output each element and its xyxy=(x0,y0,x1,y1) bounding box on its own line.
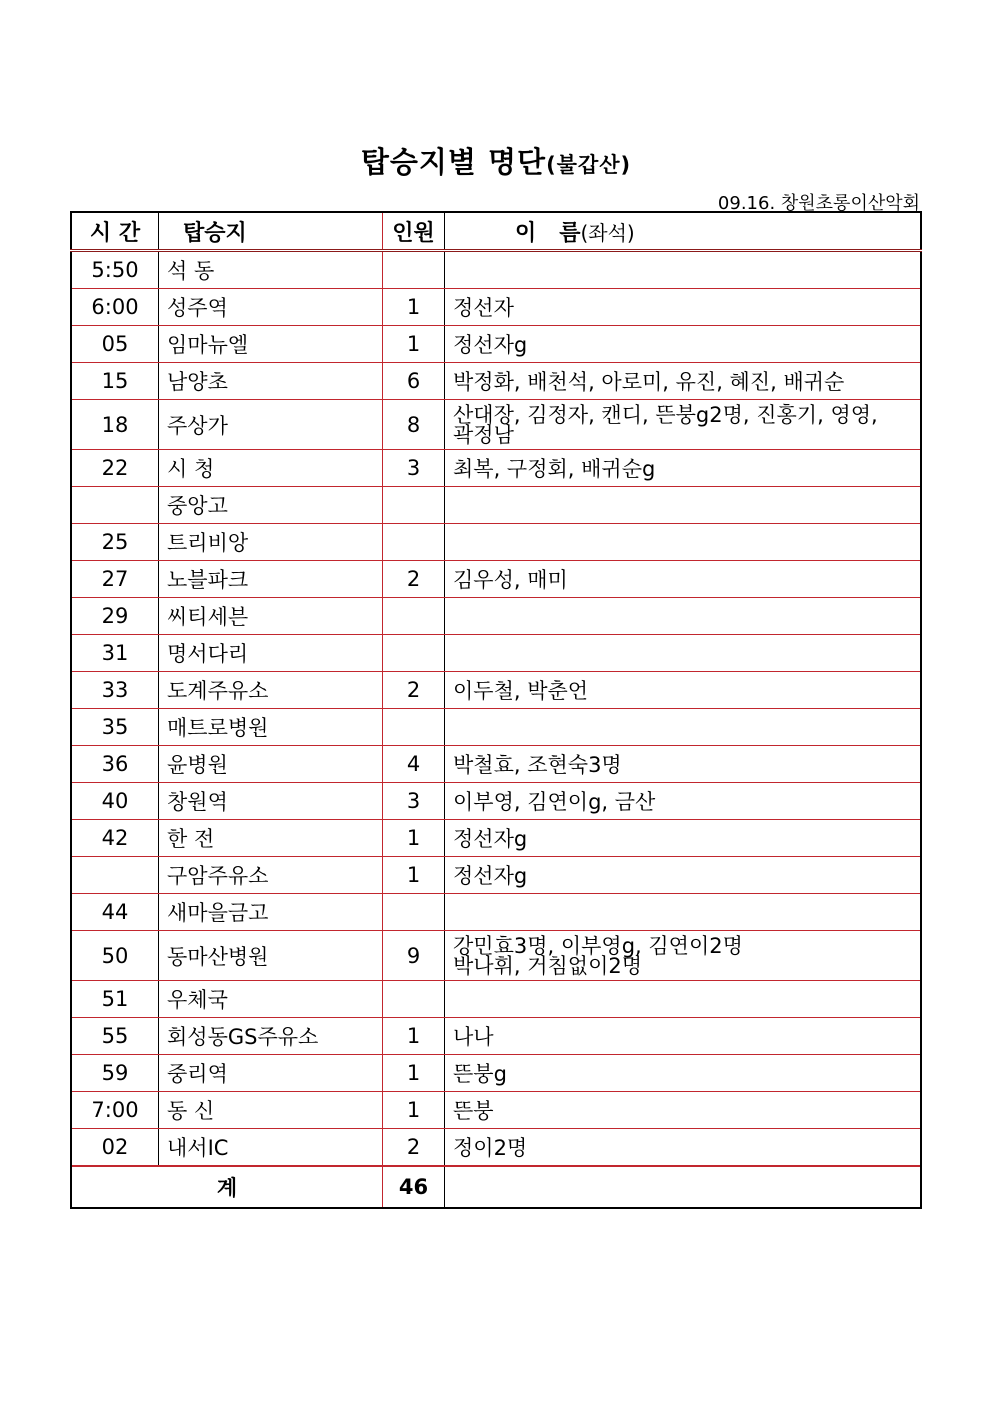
row-count: 1 xyxy=(383,289,445,326)
row-time: 36 xyxy=(71,746,159,783)
row-stop: 동 신 xyxy=(159,1092,383,1129)
row-time: 59 xyxy=(71,1055,159,1092)
row-names-line: 정선자g xyxy=(453,827,528,851)
row-count: 9 xyxy=(383,931,445,981)
row-stop: 한 전 xyxy=(159,820,383,857)
row-names-line: 이부영, 김연이g, 금산 xyxy=(453,790,656,814)
row-names xyxy=(445,450,922,487)
row-stop: 창원역 xyxy=(159,783,383,820)
row-stop: 회성동GS주유소 xyxy=(159,1018,383,1055)
row-stop: 남양초 xyxy=(159,363,383,400)
document-subtitle: 09.16. 창원초롱이산악회 xyxy=(717,193,920,214)
total-row xyxy=(71,1166,921,1208)
row-names-line-2: 박나휘, 거침없이2명 xyxy=(453,953,642,978)
row-names xyxy=(445,524,922,561)
row-time xyxy=(71,487,159,524)
row-names xyxy=(445,981,922,1018)
row-count: 6 xyxy=(383,363,445,400)
row-names xyxy=(445,857,922,894)
table-body xyxy=(71,251,921,1167)
row-names xyxy=(445,1129,922,1167)
row-time: 33 xyxy=(71,672,159,709)
table-row xyxy=(71,524,921,561)
row-count: 4 xyxy=(383,746,445,783)
row-count: 1 xyxy=(383,857,445,894)
row-time: 6:00 xyxy=(71,289,159,326)
row-time: 51 xyxy=(71,981,159,1018)
row-names xyxy=(445,561,922,598)
table-row xyxy=(71,487,921,524)
table-row xyxy=(71,857,921,894)
table-row xyxy=(71,709,921,746)
row-names xyxy=(445,746,922,783)
row-names-line: 나나 xyxy=(453,1025,494,1049)
row-time: 27 xyxy=(71,561,159,598)
row-time: 25 xyxy=(71,524,159,561)
table-row xyxy=(71,561,921,598)
table-row xyxy=(71,820,921,857)
header-names-paren: (좌석) xyxy=(580,220,635,245)
document-title xyxy=(0,140,992,181)
row-time xyxy=(71,857,159,894)
table-row xyxy=(71,931,921,981)
row-stop: 명서다리 xyxy=(159,635,383,672)
row-names xyxy=(445,709,922,746)
row-names xyxy=(445,1018,922,1055)
row-names-line: 정이2명 xyxy=(453,1136,528,1160)
row-stop: 내서IC xyxy=(159,1129,383,1167)
row-time: 02 xyxy=(71,1129,159,1167)
header-names-label: 이 름 xyxy=(515,220,581,246)
row-time: 31 xyxy=(71,635,159,672)
row-count: 1 xyxy=(383,820,445,857)
row-names xyxy=(445,289,922,326)
row-count: 2 xyxy=(383,672,445,709)
table-row xyxy=(71,326,921,363)
row-time: 29 xyxy=(71,598,159,635)
table-row xyxy=(71,251,921,289)
row-names xyxy=(445,635,922,672)
total-count: 46 xyxy=(383,1166,445,1208)
row-count xyxy=(383,251,445,289)
row-stop: 우체국 xyxy=(159,981,383,1018)
row-names-line: 이두철, 박춘언 xyxy=(453,679,589,703)
row-names-line: 뜬붕g xyxy=(453,1062,507,1086)
table-header-row xyxy=(71,212,921,251)
row-names xyxy=(445,672,922,709)
header-count: 인원 xyxy=(383,212,445,251)
row-stop: 도계주유소 xyxy=(159,672,383,709)
title-main: 탑승지별 명단 xyxy=(360,145,547,179)
row-time: 44 xyxy=(71,894,159,931)
table-row xyxy=(71,1092,921,1129)
row-count xyxy=(383,894,445,931)
row-stop: 임마뉴엘 xyxy=(159,326,383,363)
row-names xyxy=(445,894,922,931)
row-stop: 새마을금고 xyxy=(159,894,383,931)
row-count: 8 xyxy=(383,400,445,450)
row-count xyxy=(383,487,445,524)
row-time: 50 xyxy=(71,931,159,981)
row-stop: 씨티세븐 xyxy=(159,598,383,635)
row-names xyxy=(445,487,922,524)
row-names xyxy=(445,783,922,820)
row-stop: 매트로병원 xyxy=(159,709,383,746)
total-names xyxy=(445,1166,922,1208)
row-names-line: 최복, 구정회, 배귀순g xyxy=(453,457,656,481)
row-names xyxy=(445,1092,922,1129)
header-time: 시 간 xyxy=(71,212,159,251)
header-names xyxy=(445,212,922,251)
row-stop: 노블파크 xyxy=(159,561,383,598)
table-row xyxy=(71,400,921,450)
table-row xyxy=(71,1129,921,1167)
row-stop: 트리비앙 xyxy=(159,524,383,561)
row-stop: 주상가 xyxy=(159,400,383,450)
row-names xyxy=(445,1055,922,1092)
boarding-roster-table xyxy=(70,211,922,1209)
row-stop: 중앙고 xyxy=(159,487,383,524)
row-names-line: 강민효3명, 이부영g, 김연이2명 xyxy=(453,933,743,958)
row-count: 2 xyxy=(383,561,445,598)
table-row xyxy=(71,894,921,931)
row-stop: 동마산병원 xyxy=(159,931,383,981)
row-names xyxy=(445,326,922,363)
table-row xyxy=(71,363,921,400)
row-names xyxy=(445,251,922,289)
row-names-line: 박철효, 조현숙3명 xyxy=(453,753,622,777)
table-row xyxy=(71,672,921,709)
row-time: 22 xyxy=(71,450,159,487)
table-row xyxy=(71,289,921,326)
row-stop: 석 동 xyxy=(159,251,383,289)
row-stop: 중리역 xyxy=(159,1055,383,1092)
row-names xyxy=(445,598,922,635)
row-time: 40 xyxy=(71,783,159,820)
row-count xyxy=(383,635,445,672)
table-row xyxy=(71,450,921,487)
total-label: 계 xyxy=(71,1166,383,1208)
table-row xyxy=(71,598,921,635)
row-names-line: 뜬붕 xyxy=(453,1099,494,1123)
header-stop: 탑승지 xyxy=(159,212,383,251)
row-time: 7:00 xyxy=(71,1092,159,1129)
row-names-line: 정선자g xyxy=(453,333,528,357)
row-count: 1 xyxy=(383,326,445,363)
table-row xyxy=(71,981,921,1018)
row-names-line: 정선자g xyxy=(453,864,528,888)
row-stop: 시 청 xyxy=(159,450,383,487)
table-row xyxy=(71,1018,921,1055)
row-count: 3 xyxy=(383,783,445,820)
row-count: 1 xyxy=(383,1018,445,1055)
row-stop: 구암주유소 xyxy=(159,857,383,894)
row-names-line: 김우성, 매미 xyxy=(453,568,568,592)
row-time: 18 xyxy=(71,400,159,450)
row-count xyxy=(383,981,445,1018)
row-names-line: 박정화, 배천석, 아로미, 유진, 혜진, 배귀순 xyxy=(453,370,845,394)
table-row xyxy=(71,635,921,672)
row-time: 05 xyxy=(71,326,159,363)
row-count xyxy=(383,524,445,561)
row-count: 3 xyxy=(383,450,445,487)
row-names-line: 산대장, 김정자, 캔디, 뜬붕g2명, 진홍기, 영영, xyxy=(453,402,878,427)
row-time: 35 xyxy=(71,709,159,746)
row-names xyxy=(445,820,922,857)
row-time: 42 xyxy=(71,820,159,857)
table-row xyxy=(71,1055,921,1092)
row-time: 55 xyxy=(71,1018,159,1055)
row-names xyxy=(445,931,922,981)
row-time: 5:50 xyxy=(71,251,159,289)
row-names-line-2: 곽정남 xyxy=(453,422,514,447)
row-stop: 성주역 xyxy=(159,289,383,326)
row-count: 1 xyxy=(383,1092,445,1129)
table-row xyxy=(71,783,921,820)
title-paren: (불갑산) xyxy=(546,153,632,177)
row-names xyxy=(445,363,922,400)
row-count xyxy=(383,709,445,746)
row-count: 1 xyxy=(383,1055,445,1092)
row-stop: 윤병원 xyxy=(159,746,383,783)
row-count: 2 xyxy=(383,1129,445,1167)
row-count xyxy=(383,598,445,635)
row-names xyxy=(445,400,922,450)
row-time: 15 xyxy=(71,363,159,400)
table-row xyxy=(71,746,921,783)
row-names-line: 정선자 xyxy=(453,296,514,320)
